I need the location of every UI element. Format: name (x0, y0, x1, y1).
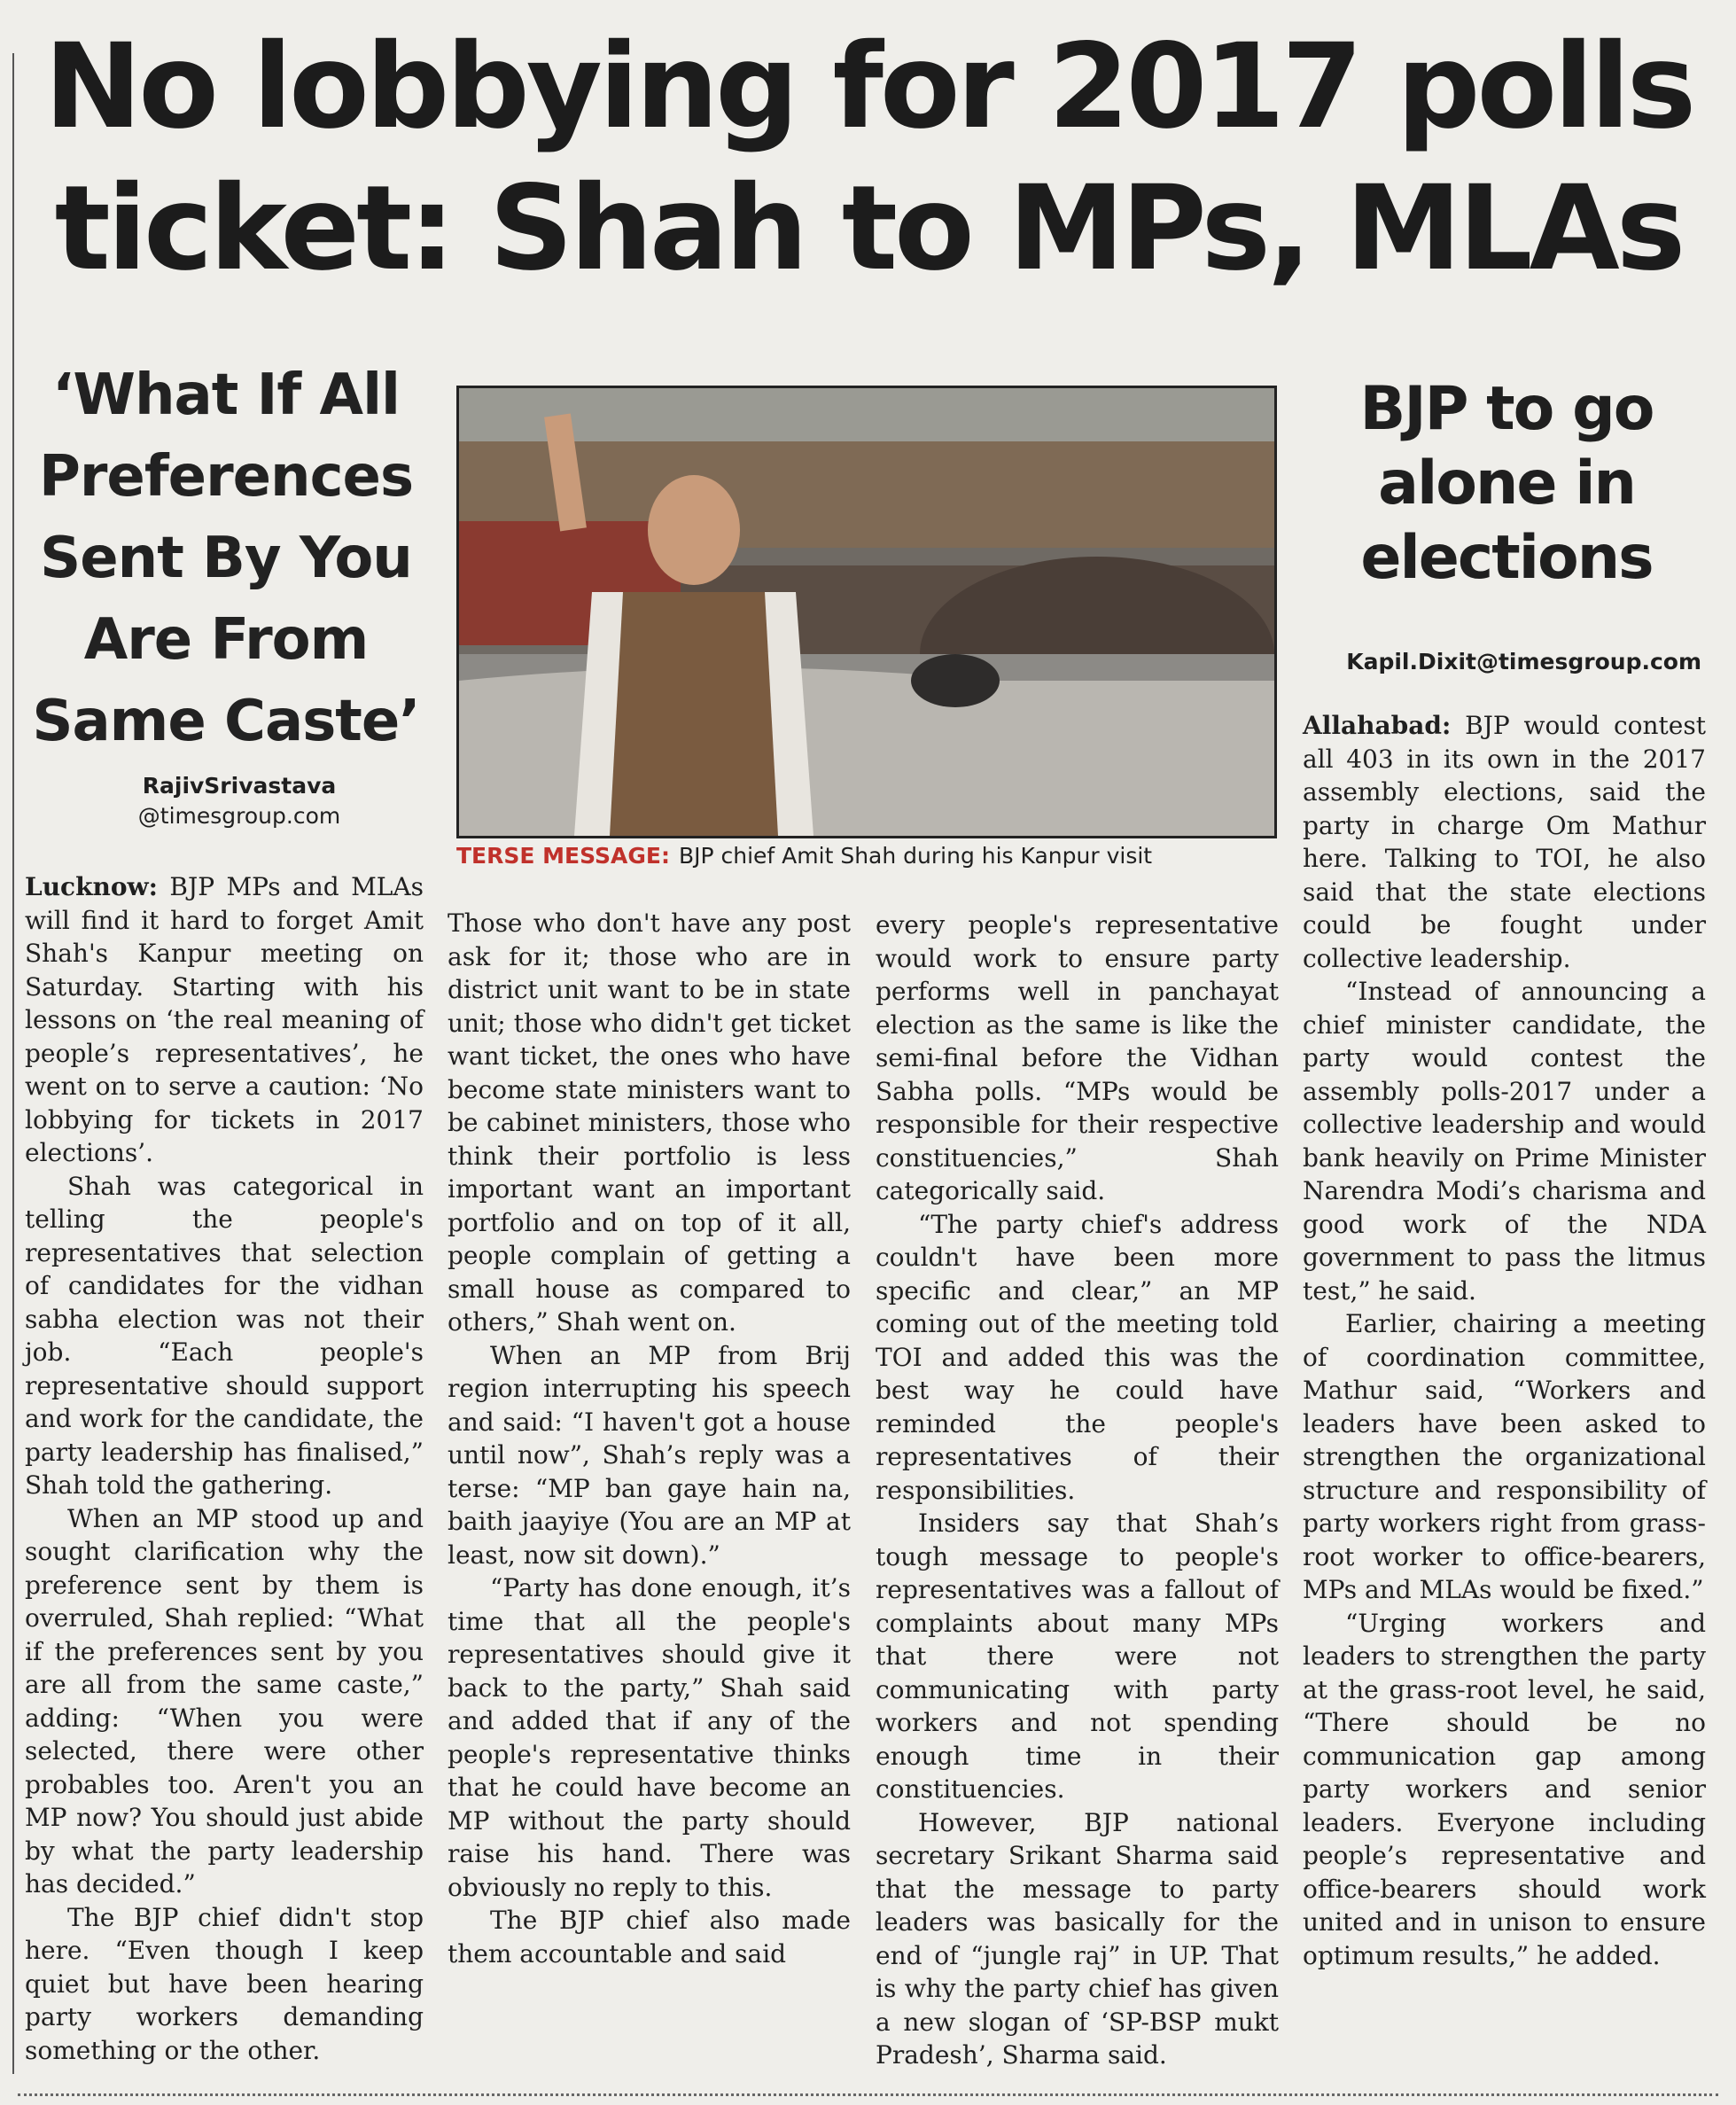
main-story-column-3 (876, 908, 1279, 2072)
photo-caption (456, 842, 1272, 870)
story-paragraph: “The party chief's address couldn't have been more specific and clear,” an MP coming out of the meeting told TOI and added this was the best way he could have reminded the people's representatives of their responsibilities. (876, 1209, 1279, 1505)
side-story-byline: Kapil.Dixit@timesgroup.com (1346, 649, 1701, 674)
byline-email: @timesgroup.com (137, 803, 341, 829)
story-paragraph: The BJP chief also made them accountable and said (448, 1906, 851, 1969)
story-paragraph: every people's representative would work to ensure party performs well in panchayat election as the same is like the semi-final before the Vidhan Sabha polls. “MPs would be responsible for their respective constituencies,” Shah categorically said. (876, 910, 1279, 1205)
side-story-headline: BJP to go alone in elections (1359, 374, 1654, 593)
main-story-column-2 (448, 907, 851, 1970)
story-paragraph: The BJP chief didn't stop here. “Even though I keep quiet but have been hearing party workers demanding something or the other. (25, 1902, 424, 2065)
story-paragraph: “Urging workers and leaders to strengthen the party at the grass-root level, he said, “There should be no communication gap among party workers and senior leaders. Everyone including people’s representative and office-bearers should work united and in unison to ensure optimum results,” he added. (1303, 1608, 1706, 1970)
pull-quote: ‘What If All Preferences Sent By You Are From Same Caste’ (32, 363, 420, 754)
byline-main-story (106, 771, 372, 831)
photo-illustration (459, 388, 1274, 836)
page-edge-rule (12, 53, 14, 2074)
news-photo (456, 386, 1277, 838)
story-paragraph: Shah was categorical in telling the people's representatives that selection of candidates for the vidhan sabha election was not their job. “Each people's representative should support and work for the candidate, the party leadership has finalised,” Shah told the gathering. (25, 1171, 424, 1500)
story-paragraph: Lucknow: BJP MPs and MLAs will find it hard to forget Amit Shah's Kanpur meeting on Saturday. Starting with his lessons on ‘the real meaning of people’s representatives’, he went on to serve a caution: ‘No lobbying for tickets in 2017 elections’. (25, 872, 424, 1167)
side-story-column (1303, 709, 1706, 1972)
story-paragraph: When an MP stood up and sought clarification why the preference sent by them is overruled, Shah replied: “What if the preferences sent by you are all from the same caste,” adding: “When you were selected, there were other probables too. Aren't you an MP now? You should just abide by what the party leadership has decided.” (25, 1503, 424, 1898)
caption-text: BJP chief Amit Shah during his Kanpur visit (678, 843, 1153, 869)
story-paragraph: Earlier, chairing a meeting of coordination committee, Mathur said, “Workers and leaders have been asked to strengthen the organizational structure and responsibility of party workers right from grass-root worker to office-bearers, MPs and MLAs would be fixed.” (1303, 1309, 1706, 1604)
caption-kicker: TERSE MESSAGE: (456, 843, 670, 869)
story-paragraph: However, BJP national secretary Srikant Sharma said that the message to party leaders was basically for the end of “jungle raj” in UP. That is why the party chief has given a new slogan of ‘SP-BSP mukt Pradesh’, Sharma said. (876, 1807, 1279, 2070)
story-paragraph: “Party has done enough, it’s time that all the people's representatives should give it back to the party,” Shah said and added that if any of the people's representative thinks that he could have become an MP without the party should raise his hand. There was obviously no reply to this. (448, 1573, 851, 1902)
byline-name: RajivSrivastava (142, 773, 337, 799)
dateline: Allahabad: (1303, 711, 1452, 740)
story-paragraph: Allahabad: BJP would contest all 403 in its own in the 2017 assembly elections, said the party in charge Om Mathur here. Talking to TOI, he also said that the state elections could be fought under collective leadership. (1303, 711, 1706, 973)
story-paragraph: Insiders say that Shah’s tough message to people's representatives was a fallout of complaints about many MPs that there were not communicating with party workers and not spending enough time in their constituencies. (876, 1509, 1279, 1804)
story-paragraph: Those who don't have any post ask for it; those who are in district unit want to be in state unit; those who didn't get ticket want ticket, the ones who have become state ministers want to be cabinet ministers, those who think their portfolio is less important want an important portfolio and on top of it all, people complain of getting a small house as compared to others,” Shah went on. (448, 908, 851, 1337)
bottom-dotted-rule (18, 2093, 1718, 2096)
story-paragraph: “Instead of announcing a chief minister candidate, the party would contest the assembly polls-2017 under a collective leadership and would bank heavily on Prime Minister Narendra Modi’s charisma and good work of the NDA government to pass the litmus test,” he said. (1303, 977, 1706, 1306)
main-story-column-1 (25, 870, 424, 2067)
main-headline: No lobbying for 2017 polls ticket: Shah to MPs, MLAs (43, 19, 1693, 297)
story-paragraph: When an MP from Brij region interrupting his speech and said: “I haven't got a house until now”, Shah’s reply was a terse: “MP ban gaye hain na, baith jaayiye (You are an MP at least, now sit down).” (448, 1340, 851, 1570)
dateline: Lucknow: (25, 872, 158, 901)
